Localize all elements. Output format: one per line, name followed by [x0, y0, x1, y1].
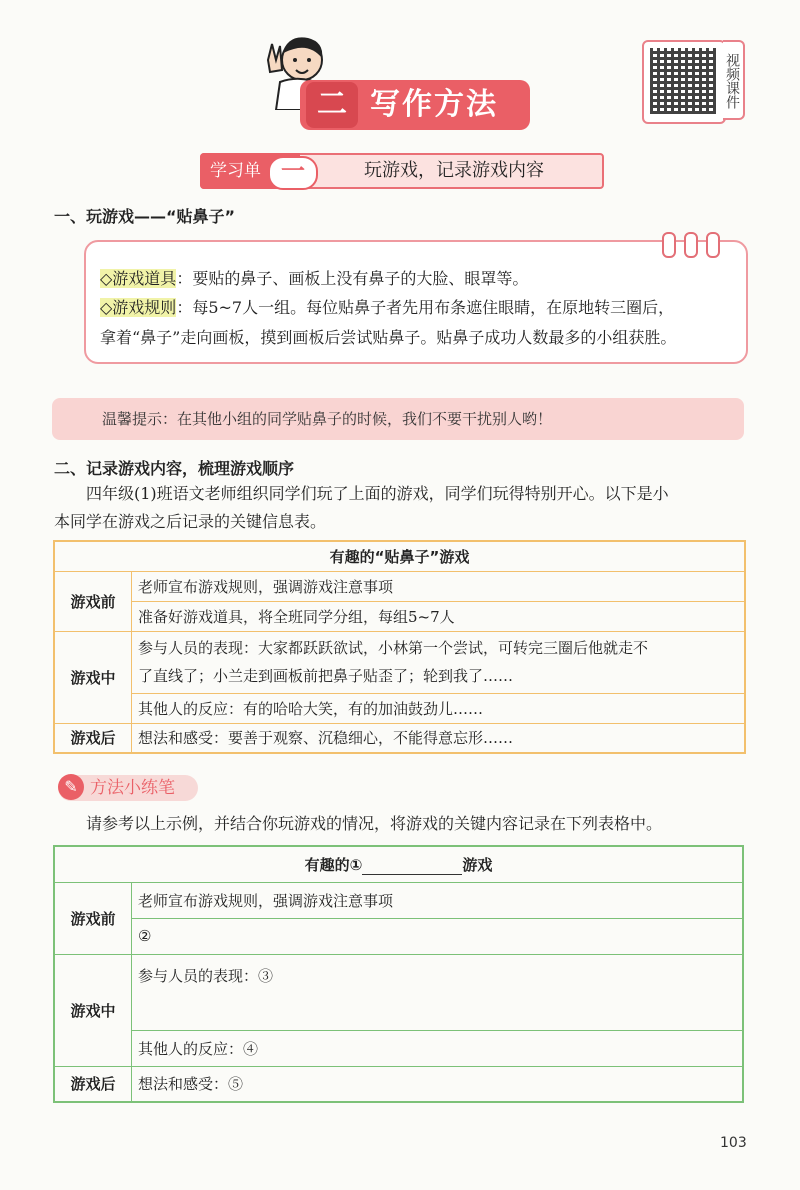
worksheet-number: 一: [268, 156, 318, 190]
rules-label: ◇游戏规则: [100, 298, 177, 317]
answer-cell[interactable]: 其他人的反应：④: [132, 1030, 744, 1066]
example-record-table: [53, 540, 746, 754]
table-cell: 想法和感受：要善于观察、沉稳细心，不能得意忘形……: [132, 723, 746, 753]
row-label-during: 游戏中: [54, 954, 132, 1066]
cell-text: 了直线了；小兰走到画板前把鼻子贴歪了；轮到我了……: [138, 667, 514, 685]
section-title: 写作方法: [370, 87, 498, 122]
ring-icon: [662, 232, 676, 258]
section-number: 二: [306, 82, 358, 128]
table-cell: [132, 631, 746, 693]
part2-heading: 二、记录游戏内容，梳理游戏顺序: [54, 459, 295, 478]
row-label-during: 游戏中: [54, 631, 132, 723]
props-label: ◇游戏道具: [100, 269, 177, 288]
table-cell: 准备好游戏道具，将全班同学分组，每组5~7人: [132, 601, 746, 631]
part1-heading: 一、玩游戏——“贴鼻子”: [54, 207, 236, 226]
qr-code[interactable]: [642, 40, 726, 124]
cell-text: 参与人员的表现：大家都跃跃欲试，小林第一个尝试，可转完三圈后他就走不: [138, 639, 649, 657]
answer-cell[interactable]: 想法和感受：⑤: [132, 1066, 744, 1102]
method-label: 方法小练笔: [90, 778, 175, 798]
intro-line-2: 本同学在游戏之后记录的关键信息表。: [54, 512, 327, 531]
props-text: ：要贴的鼻子、画板上没有鼻子的大脸、眼罩等。: [176, 269, 529, 288]
ring-icon: [684, 232, 698, 258]
intro-line-1: 四年级(1)班语文老师组织同学们玩了上面的游戏，同学们玩得特别开心。以下是小: [86, 484, 669, 503]
row-label-after: 游戏后: [54, 723, 132, 753]
table-caption: [54, 846, 743, 882]
method-instruction: 请参考以上示例，并结合你玩游戏的情况，将游戏的关键内容记录在下列表格中。: [86, 814, 663, 833]
row-label-after: 游戏后: [54, 1066, 132, 1102]
row-label-before: 游戏前: [54, 571, 132, 631]
friendly-tip: 温馨提示：在其他小组的同学贴鼻子的时候，我们不要干扰别人哟！: [52, 398, 744, 440]
caption-prefix: 有趣的①: [304, 855, 363, 874]
rules-line-2: 拿着“鼻子”走向画板，摸到画板后尝试贴鼻子。贴鼻子成功人数最多的小组获胜。: [100, 328, 677, 347]
table-cell: 其他人的反应：有的哈哈大笑，有的加油鼓劲儿……: [132, 693, 746, 723]
table-caption: 有趣的“贴鼻子”游戏: [54, 541, 745, 571]
worksheet-tag: 学习单: [200, 153, 300, 189]
qr-label: 视频课件: [723, 40, 745, 120]
row-label-before: 游戏前: [54, 882, 132, 954]
table-cell: 老师宣布游戏规则，强调游戏注意事项: [132, 571, 746, 601]
rules-text: ：每5~7人一组。每位贴鼻子者先用布条遮住眼睛，在原地转三圈后，: [176, 298, 675, 317]
qr-pattern: [650, 48, 716, 114]
blank-input[interactable]: [362, 858, 462, 875]
practice-record-table: [53, 845, 744, 1103]
pen-icon: ✎: [58, 774, 84, 800]
table-cell: 老师宣布游戏规则，强调游戏注意事项: [132, 882, 744, 918]
answer-cell[interactable]: 参与人员的表现：③: [132, 954, 744, 1030]
worksheet-title: 玩游戏，记录游戏内容: [364, 160, 544, 181]
caption-suffix: 游戏: [462, 855, 493, 874]
page-number: 103: [720, 1135, 747, 1151]
props-line: [100, 266, 528, 289]
answer-cell[interactable]: ②: [132, 918, 744, 954]
rules-line: [100, 295, 674, 318]
ring-icon: [706, 232, 720, 258]
